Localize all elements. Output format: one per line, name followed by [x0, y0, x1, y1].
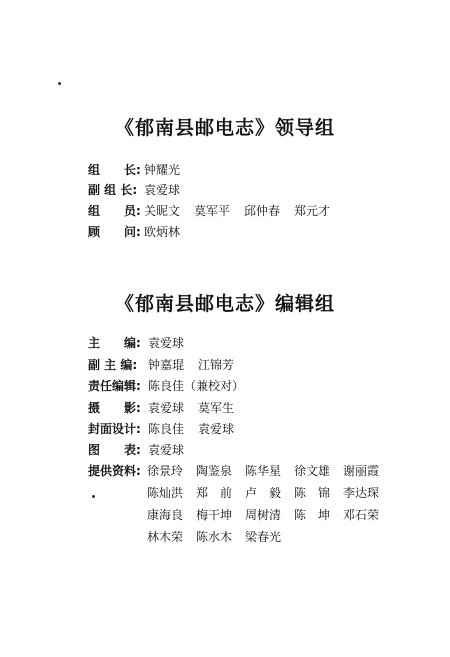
- person-name: 莫军平: [194, 204, 231, 218]
- person-name: 陈良佳（兼校对）: [148, 379, 245, 393]
- speck-mark: [58, 82, 61, 85]
- row-label: 顾 问:: [88, 225, 141, 239]
- person-name: 陈水木: [196, 530, 233, 544]
- person-name: 邱仲春: [244, 204, 281, 218]
- row-label: 副 主 编:: [88, 358, 138, 372]
- person-name: 陈 锦: [294, 486, 331, 500]
- row-label: 图 表:: [88, 443, 141, 457]
- editorial-row: [88, 420, 248, 438]
- person-name: 钟耀光: [144, 163, 181, 177]
- editorial-title: 《郁南县邮电志》编辑组: [114, 293, 335, 315]
- person-name: 袁爱球: [148, 336, 185, 350]
- contributors-line: [147, 461, 392, 481]
- person-name: 林木荣: [147, 530, 184, 544]
- row-label: 组 长:: [88, 163, 141, 177]
- person-name: 陈灿洪: [147, 486, 184, 500]
- row-label: 组 员:: [88, 204, 141, 218]
- leadership-row: [88, 161, 194, 179]
- contributors-grid: [147, 461, 392, 547]
- leadership-row: [88, 223, 194, 241]
- person-name: 陈 坤: [294, 508, 331, 522]
- leadership-title: 《郁南县邮电志》领导组: [114, 117, 335, 139]
- speck-mark: [92, 495, 95, 498]
- contributors-line: [147, 527, 392, 547]
- person-name: 陶鉴泉: [196, 464, 233, 478]
- person-name: 江锦芳: [198, 358, 235, 372]
- person-name: 梅干坤: [196, 508, 233, 522]
- editorial-row: [88, 334, 198, 352]
- person-name: 陈华星: [245, 464, 282, 478]
- contributors-row: [88, 462, 148, 480]
- person-name: 关昵文: [144, 204, 181, 218]
- person-name: 徐景玲: [147, 464, 184, 478]
- editorial-row: [88, 356, 248, 374]
- row-label: 责任编辑:: [88, 379, 141, 393]
- person-name: 郑元才: [294, 204, 331, 218]
- row-label: 摄 影:: [88, 401, 141, 415]
- person-name: 邓石荣: [343, 508, 380, 522]
- person-name: 卢 毅: [245, 486, 282, 500]
- person-name: 袁爱球: [148, 443, 185, 457]
- editorial-row: [88, 441, 198, 459]
- editorial-row: [88, 399, 248, 417]
- row-label: 副 组 长:: [88, 183, 138, 197]
- person-name: 袁爱球: [198, 422, 235, 436]
- person-name: 周树清: [245, 508, 282, 522]
- contributors-label: 提供资料:: [88, 464, 141, 478]
- person-name: 莫军生: [198, 401, 235, 415]
- person-name: 钟嘉琨: [148, 358, 185, 372]
- person-name: 袁爱球: [144, 183, 181, 197]
- row-label: 主 编:: [88, 336, 141, 350]
- person-name: 李达琛: [343, 486, 380, 500]
- person-name: 郑 前: [196, 486, 233, 500]
- person-name: 谢丽霞: [343, 464, 380, 478]
- row-label: 封面设计:: [88, 422, 141, 436]
- person-name: 陈良佳: [148, 422, 185, 436]
- contributors-line: [147, 483, 392, 503]
- person-name: 欧炳林: [144, 225, 181, 239]
- contributors-line: [147, 505, 392, 525]
- person-name: 康海良: [147, 508, 184, 522]
- leadership-row: [88, 181, 194, 199]
- person-name: 梁春光: [245, 530, 282, 544]
- editorial-row: [88, 377, 258, 395]
- person-name: 徐文雄: [294, 464, 331, 478]
- leadership-row: [88, 202, 344, 220]
- person-name: 袁爱球: [148, 401, 185, 415]
